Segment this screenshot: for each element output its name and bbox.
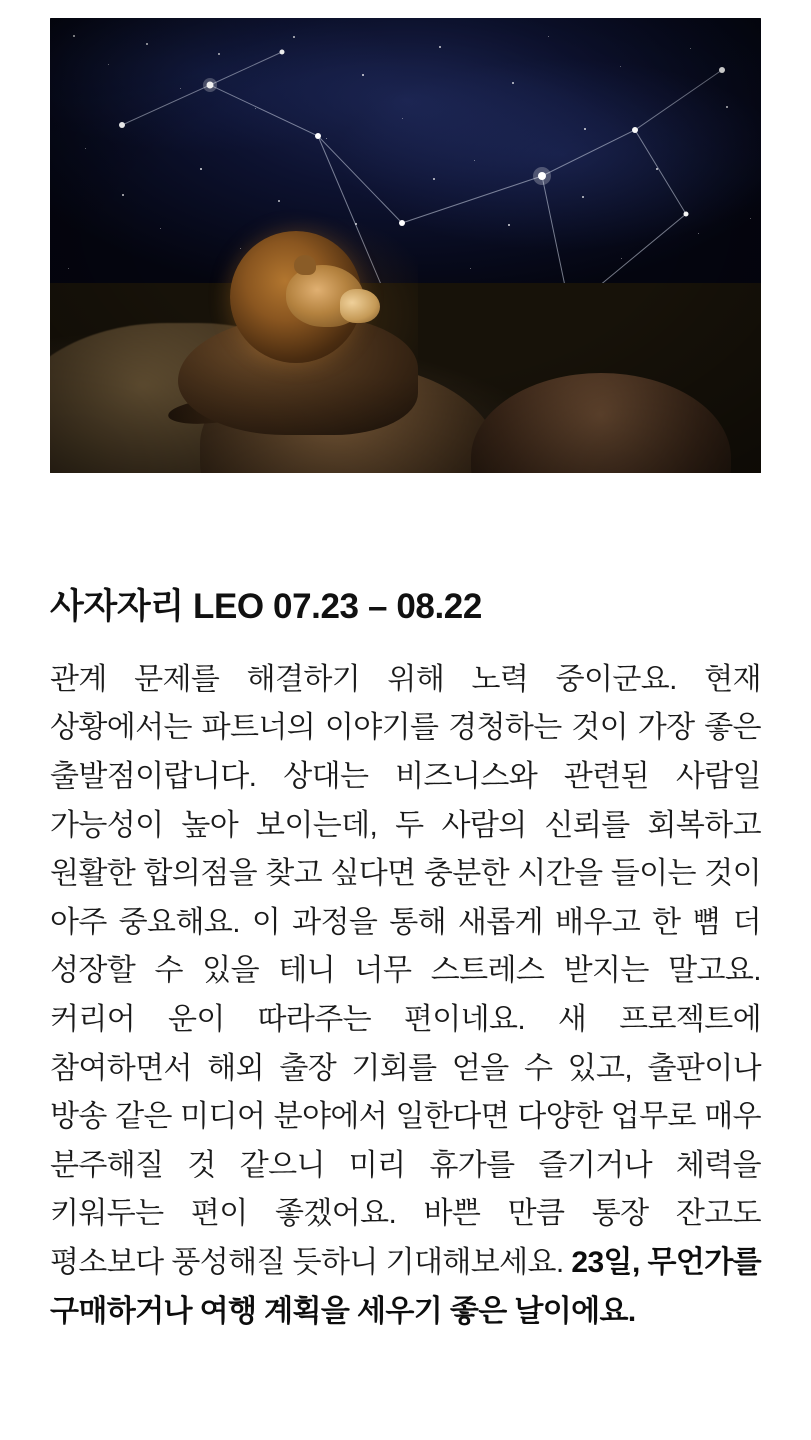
page-title: 사자자리 LEO 07.23 – 08.22	[50, 587, 482, 626]
lion-muzzle	[340, 289, 380, 323]
horoscope-body-lead: 관계 문제를 해결하기 위해 노력 중이군요. 현재 상황에서는 파트너의 이야기를 경청하는 것이 가장 좋은 출발점이랍니다. 상대는 비즈니스와 관련된 사람일 가능성이 높아 보이는데, 두 사람의 신뢰를 회복하고 원활한 합의점을 찾고 싶다면 충분한 시간을 들이는 것이 아주 중요해요. 이 과정을 통해 새롭게 배우고 한 뼘 더 성장할 수 있을 테니 너무 스트레스 받지는 말고요. 커리어 운이 따라주는 편이네요. 새 프로젝트에 참여하면서 해외 출장 기회를 얻을 수 있고, 출판이나 방송 같은 미디어 분야에서 일한다면 다양한 업무로 매우 분주해질 것 같으니 미리 휴가를 즐기거나 체력을 키워두는 편이 좋겠어요. 바쁜 만큼 통장 잔고도 평소보다 풍성해질 듯하니 기대해보세요.	[50, 662, 761, 1279]
horoscope-body-highlight: 23일, 무언가를 구매하거나 여행 계획을 세우기 좋은 날이에요.	[50, 1245, 761, 1328]
rock-right	[471, 373, 731, 473]
hero-image	[50, 18, 761, 473]
horoscope-body	[50, 656, 761, 1336]
lion-ear	[294, 255, 316, 275]
lion-figure	[168, 205, 448, 435]
